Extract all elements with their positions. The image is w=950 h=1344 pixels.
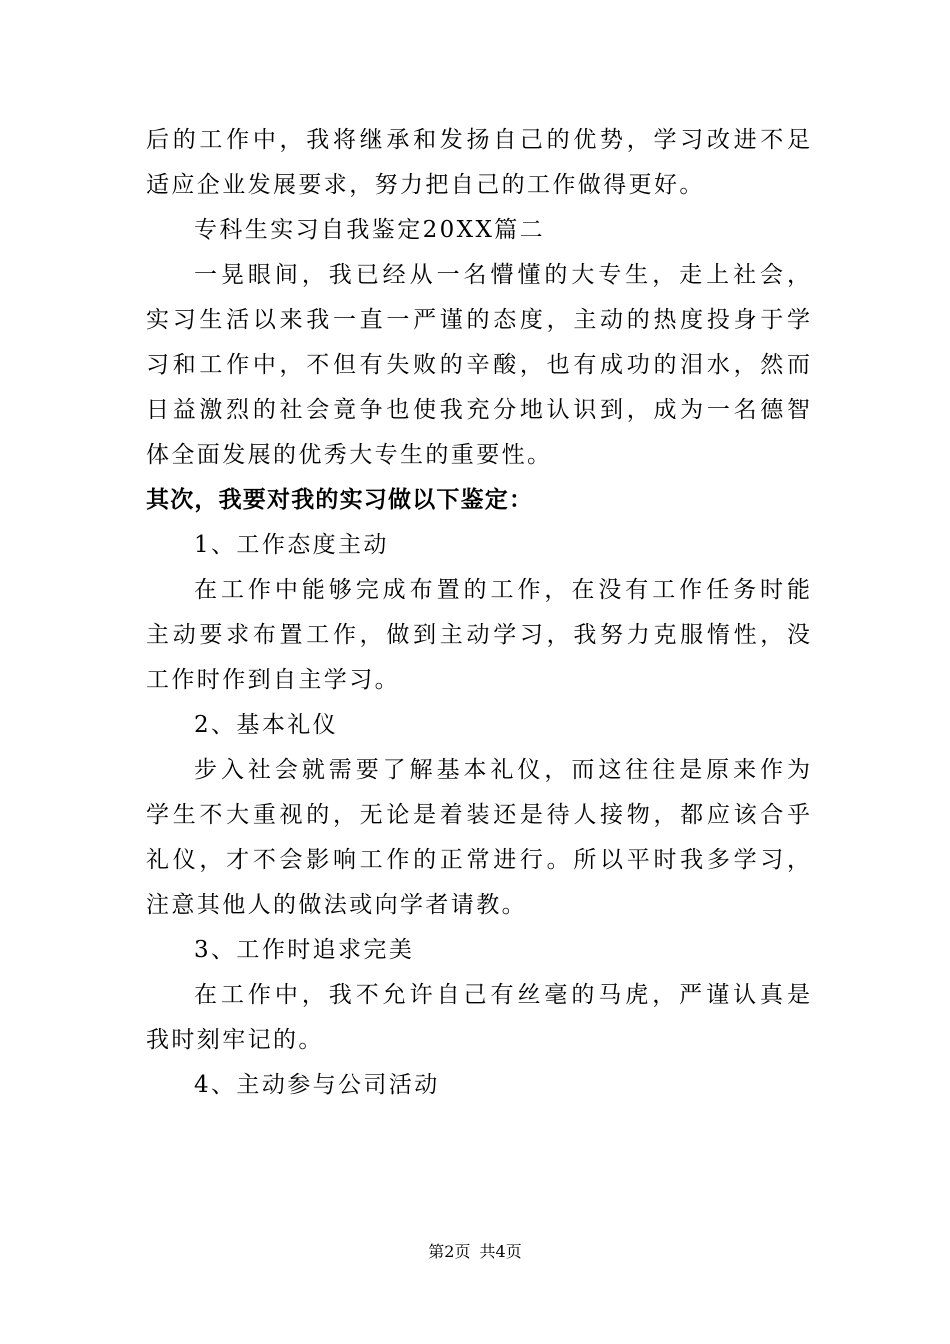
paragraph-line: 注意其他人的做法或向学者请教。 bbox=[146, 892, 527, 918]
document-body bbox=[146, 118, 810, 1108]
paragraph-line: 在工作中能够完成布置的工作，在没有工作任务时能 bbox=[194, 577, 810, 603]
page-total: 共4页 bbox=[479, 1242, 522, 1261]
paragraph-line: 在工作中，我不允许自己有丝毫的马虎，严谨认真是 bbox=[194, 982, 810, 1008]
paragraph-line: 一晃眼间，我已经从一名懵懂的大专生，走上社会， bbox=[194, 262, 810, 288]
list-heading: 2、基本礼仪 bbox=[194, 712, 339, 738]
page-footer bbox=[0, 1240, 950, 1264]
list-heading: 4、主动参与公司活动 bbox=[194, 1072, 440, 1098]
list-heading: 1、工作态度主动 bbox=[194, 532, 389, 558]
paragraph-line: 主动要求布置工作，做到主动学习，我努力克服惰性，没 bbox=[146, 622, 810, 648]
paragraph-line: 学生不大重视的，无论是着装还是待人接物，都应该合乎 bbox=[146, 802, 810, 828]
paragraph-line: 实习生活以来我一直一严谨的态度，主动的热度投身于学 bbox=[146, 307, 810, 333]
paragraph-line: 适应企业发展要求，努力把自己的工作做得更好。 bbox=[146, 172, 705, 198]
list-heading: 3、工作时追求完美 bbox=[194, 937, 415, 963]
paragraph-line: 体全面发展的优秀大专生的重要性。 bbox=[146, 442, 553, 468]
page-number: 第2页 bbox=[428, 1242, 471, 1261]
paragraph-line: 习和工作中，不但有失败的辛酸，也有成功的泪水，然而 bbox=[146, 352, 810, 378]
section-title: 专科生实习自我鉴定20XX篇二 bbox=[194, 217, 546, 243]
paragraph-line: 步入社会就需要了解基本礼仪，而这往往是原来作为 bbox=[194, 757, 810, 783]
paragraph-line: 后的工作中，我将继承和发扬自己的优势，学习改进不足 bbox=[146, 127, 810, 153]
paragraph-line: 礼仪，才不会影响工作的正常进行。所以平时我多学习， bbox=[146, 847, 810, 873]
paragraph-line: 我时刻牢记的。 bbox=[146, 1027, 324, 1053]
paragraph-line: 工作时作到自主学习。 bbox=[146, 667, 400, 693]
bold-heading: 其次，我要对我的实习做以下鉴定： bbox=[146, 487, 534, 513]
paragraph-line: 日益激烈的社会竟争也使我充分地认识到，成为一名德智 bbox=[146, 397, 810, 423]
